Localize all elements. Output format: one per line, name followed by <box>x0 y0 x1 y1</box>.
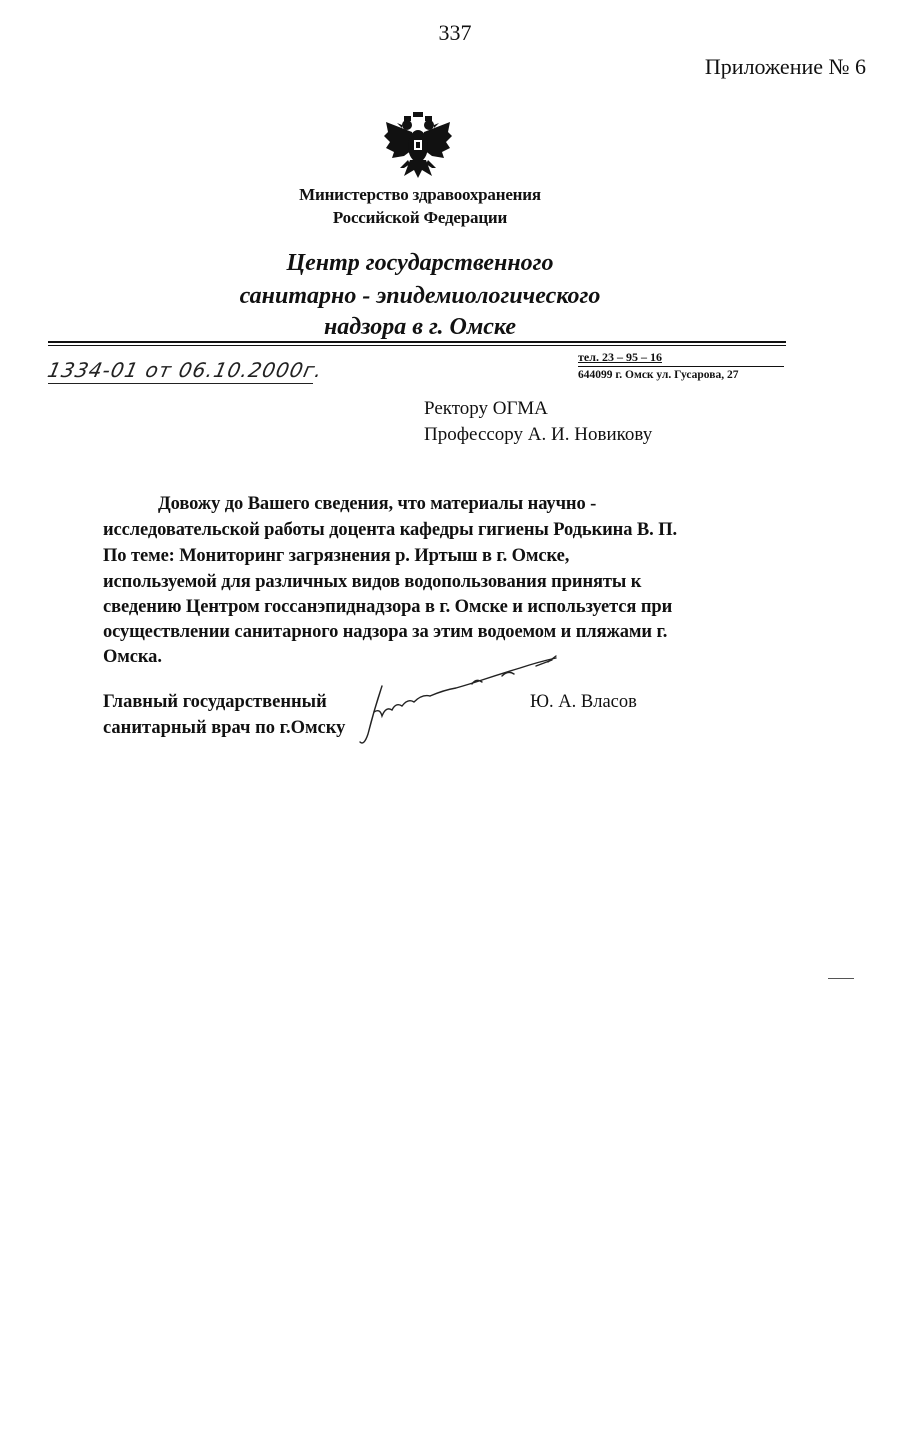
ministry-line-2: Российской Федерации <box>332 208 508 227</box>
ministry-line-1: Министерство здравоохранения <box>299 185 541 204</box>
addressee-line-2: Профессору А. И. Новикову <box>424 424 653 445</box>
body-line: используемой для различных видов водопользования приняты к <box>103 572 642 592</box>
reference-underline <box>48 383 313 384</box>
signatory-name: Ю. А. Власов <box>530 692 637 712</box>
outgoing-reference: 1334-01 от 06.10.2000г. <box>45 358 326 382</box>
phone-underline <box>578 366 784 367</box>
body-line: Довожу до Вашего сведения, что материалы научно - <box>158 494 597 514</box>
body-line: сведению Центром госсанэпиднадзора в г. Омске и используется при <box>103 597 673 617</box>
center-title-line-1: Центр государственного <box>286 250 554 276</box>
body-line: По теме: Мониторинг загрязнения р. Иртыш в г. Омске, <box>103 546 570 566</box>
addressee-line-1: Ректору ОГМА <box>424 398 548 419</box>
letterhead-rule-bottom <box>48 345 786 346</box>
scan-artifact <box>828 978 854 979</box>
center-title-line-3: надзора в г. Омске <box>323 314 517 340</box>
body-line: осуществлении санитарного надзора за этим водоемом и пляжами г. <box>103 622 668 642</box>
body-line: исследовательской работы доцента кафедры гигиены Родькина В. П. <box>103 520 678 540</box>
appendix-label: Приложение № 6 <box>704 54 866 79</box>
phone-number: тел. 23 – 95 – 16 <box>578 350 662 364</box>
letterhead-rule-top <box>48 341 786 343</box>
center-title-line-2: санитарно - эпидемиологического <box>239 283 601 309</box>
signatory-title-line-2: санитарный врач по г.Омску <box>103 718 346 738</box>
signatory-title-line-1: Главный государственный <box>103 692 327 712</box>
postal-address: 644099 г. Омск ул. Гусарова, 27 <box>578 369 739 381</box>
page-number: 337 <box>438 20 472 45</box>
body-line: Омска. <box>103 647 162 667</box>
double-headed-eagle-icon <box>382 110 454 187</box>
